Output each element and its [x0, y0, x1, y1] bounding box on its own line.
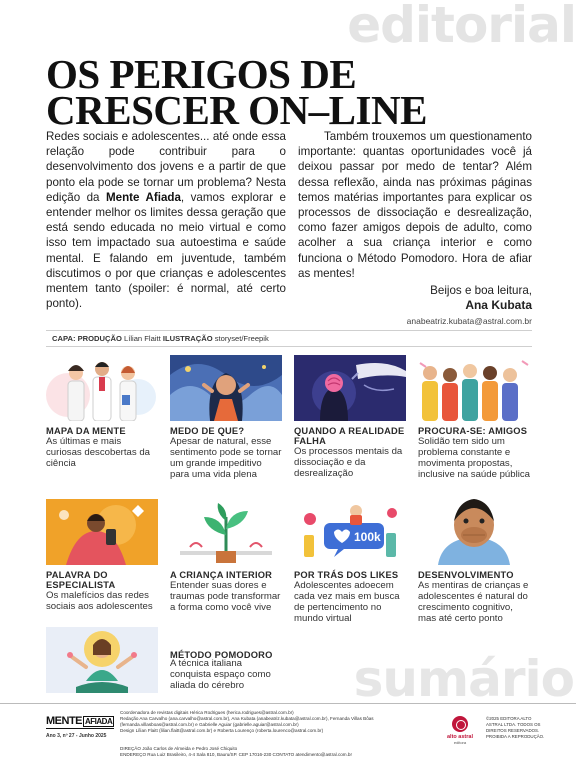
toc-title: QUANDO A REALIDADE FALHA	[294, 426, 405, 446]
brain-hand-illustration	[294, 355, 406, 421]
toc-description: Apesar de natural, esse sentimento pode se tornar um grande impeditivo para uma vida plena	[170, 436, 282, 480]
toc-description: Adolescentes adoecem cada vez mais em busca de pertencimento no mundo virtual	[294, 580, 400, 624]
anxious-woman-illustration	[170, 355, 282, 421]
toc-item-palavra-do-especialista[interactable]	[46, 499, 158, 612]
toc-item-medo-de-que[interactable]	[170, 355, 282, 480]
child-covering-mouth-illustration	[418, 499, 530, 565]
masthead-footer	[0, 703, 576, 768]
credit-label: CAPA: PRODUÇÃO	[52, 334, 122, 343]
toc-description: Os processos mentais da dissociação e da desrealização	[294, 446, 403, 479]
toc-item-desenvolvimento[interactable]	[418, 499, 530, 624]
toc-item-por-tras-dos-likes[interactable]	[294, 499, 406, 624]
signoff	[298, 283, 532, 330]
credit-value: storyset/Freepik	[212, 334, 269, 343]
address-line: ENDEREÇO Rua Luiz Brasileiro, 4-4 Sala 810, Bauru/SP. CEP 17016-230 CONTATO atendimento@astral.com.br	[120, 752, 352, 757]
staff-credits	[120, 710, 380, 734]
editorial-left-column	[46, 129, 286, 311]
toc-description: As últimas e mais curiosas descobertas da ciência	[46, 436, 150, 469]
toc-item-procura-se-amigos[interactable]	[418, 355, 530, 480]
publisher-subtitle: editora	[453, 740, 467, 745]
direction-line: DIREÇÃO João Carlos de Almeida e Pedro José Chiquito	[120, 746, 238, 751]
background-word-editorial: editorial	[347, 0, 576, 54]
publisher-name: alto astral	[447, 734, 473, 740]
toc-title: POR TRÁS DOS LIKES	[294, 570, 399, 580]
toc-description: Solidão tem sido um problema constante e movimenta propostas, inclusive na saúde pública	[418, 436, 531, 480]
toc-title: A CRIANÇA INTERIOR	[170, 570, 273, 580]
editorial-right-column	[298, 129, 532, 330]
toc-description: Os malefícios das redes sociais aos adolescentes	[46, 590, 153, 612]
toc-item-a-crianca-interior[interactable]	[170, 499, 282, 613]
doctors-illustration	[46, 355, 158, 421]
magazine-logo	[46, 715, 114, 729]
editorial-paragraph: Também trouxemos um questionamento importante: quantas oportunidades você já deixou passar por medo de tentar? Além dessa reflexão, ainda nas próximas páginas temos matérias importantes para explicar os processos de dissociação e desrealização, como fazer amigos depois de adulto, como acolher a sua criança interior e como funciona o Método Pomodoro. Hora de afiar as mentes!	[298, 130, 532, 280]
text-span: , vamos explorar e entender melhor os limites dessa geração que está sendo educada no meio virtual e como isso tem impactado sua autoestima e saúde mental. E falando em juventude, também discutimos o por que crianças e adolescentes mentem tanto (spoiler: é normal, até certo ponto).	[46, 190, 286, 311]
credit-value: Lílian Flaitt	[121, 334, 163, 343]
toc-item-mapa-da-mente[interactable]	[46, 355, 158, 469]
title-line-2: CRESCER ON–LINE	[46, 87, 427, 133]
toc-item-quando-a-realidade-falha[interactable]	[294, 355, 406, 479]
toc-title: MÉTODO POMODORO	[170, 650, 273, 660]
toc-description: Entender suas dores e traumas pode transformar a forma como você vive	[170, 580, 281, 613]
signoff-greeting: Beijos e boa leitura,	[430, 284, 532, 298]
edition-info: Ano 3, nº 27 - Junho 2025	[46, 733, 107, 739]
copyright-notice: ©2025 EDITORA ALTO ASTRAL LTDA. TODOS OS DIREITOS RESERVADOS. PROIBIDA A REPRODUÇÃO.	[486, 716, 545, 739]
growing-plant-illustration	[170, 499, 282, 565]
toc-description: As mentiras de crianças e adolescentes é natural do crescimento cognitivo, mas até certo ponto	[418, 580, 529, 624]
toc-title: MEDO DE QUE?	[170, 426, 245, 436]
page-title	[46, 51, 446, 133]
author-name: Ana Kubata	[465, 298, 532, 313]
logo-word-1: MENTE	[46, 715, 82, 727]
staff-line: Coordenadora de revistas digitais Hérica Rodrigues (herica.rodrigues@astral.com.br)	[120, 710, 294, 715]
cover-credits	[46, 330, 532, 347]
publisher-logo-icon	[452, 716, 468, 732]
editorial-paragraph	[46, 129, 286, 311]
background-word-sumario: sumário	[353, 650, 574, 708]
likes-illustration	[294, 499, 406, 565]
friends-group-illustration	[418, 355, 530, 421]
toc-description: A técnica italiana conquista espaço como aliada do cérebro	[170, 658, 271, 691]
like-count: 100k	[354, 530, 381, 544]
toc-title: MAPA DA MENTE	[46, 426, 126, 436]
meditating-woman-illustration	[46, 627, 158, 693]
toc-title: PALAVRA DO ESPECIALISTA	[46, 570, 116, 590]
text-span: Redes sociais e adolescentes... até onde essa relação pode contribuir para o desenvolvimento dos jovens e a partir de que ponto ela pode se tornar um problema? Nesta edição da	[46, 130, 286, 204]
toc-title: PROCURA-SE: AMIGOS	[418, 426, 528, 436]
toc-title: DESENVOLVIMENTO	[418, 570, 514, 580]
company-info	[120, 746, 450, 758]
credit-label: ILUSTRAÇÃO	[162, 334, 213, 343]
girl-on-phone-illustration	[46, 499, 158, 565]
logo-word-2: AFIADA	[85, 717, 113, 726]
brand-name: Mente Afiada	[105, 190, 181, 204]
title-line-1: OS PERIGOS DE	[46, 51, 357, 97]
staff-line: Redação Ana Carvalho (ana.carvalho@astral.com.br), Ana Kubata (anabeatriz.kubata@astral.com.br), Fernanda Villas Bôas (fernanda.villasboas@astral.com.br) e Gabrielle Aguiar (gabrielle.aguiar@astral.com.br)	[120, 716, 374, 727]
staff-line: Design Lílian Flaitt (lilian.flaitt@astral.com.br) e Roberta Lourenço (roberta.lourenco@astral.com.br)	[120, 728, 324, 733]
publisher-logo	[440, 716, 480, 746]
toc-item-metodo-pomodoro[interactable]	[46, 627, 273, 693]
author-email: anabeatriz.kubata@astral.com.br	[406, 316, 532, 327]
